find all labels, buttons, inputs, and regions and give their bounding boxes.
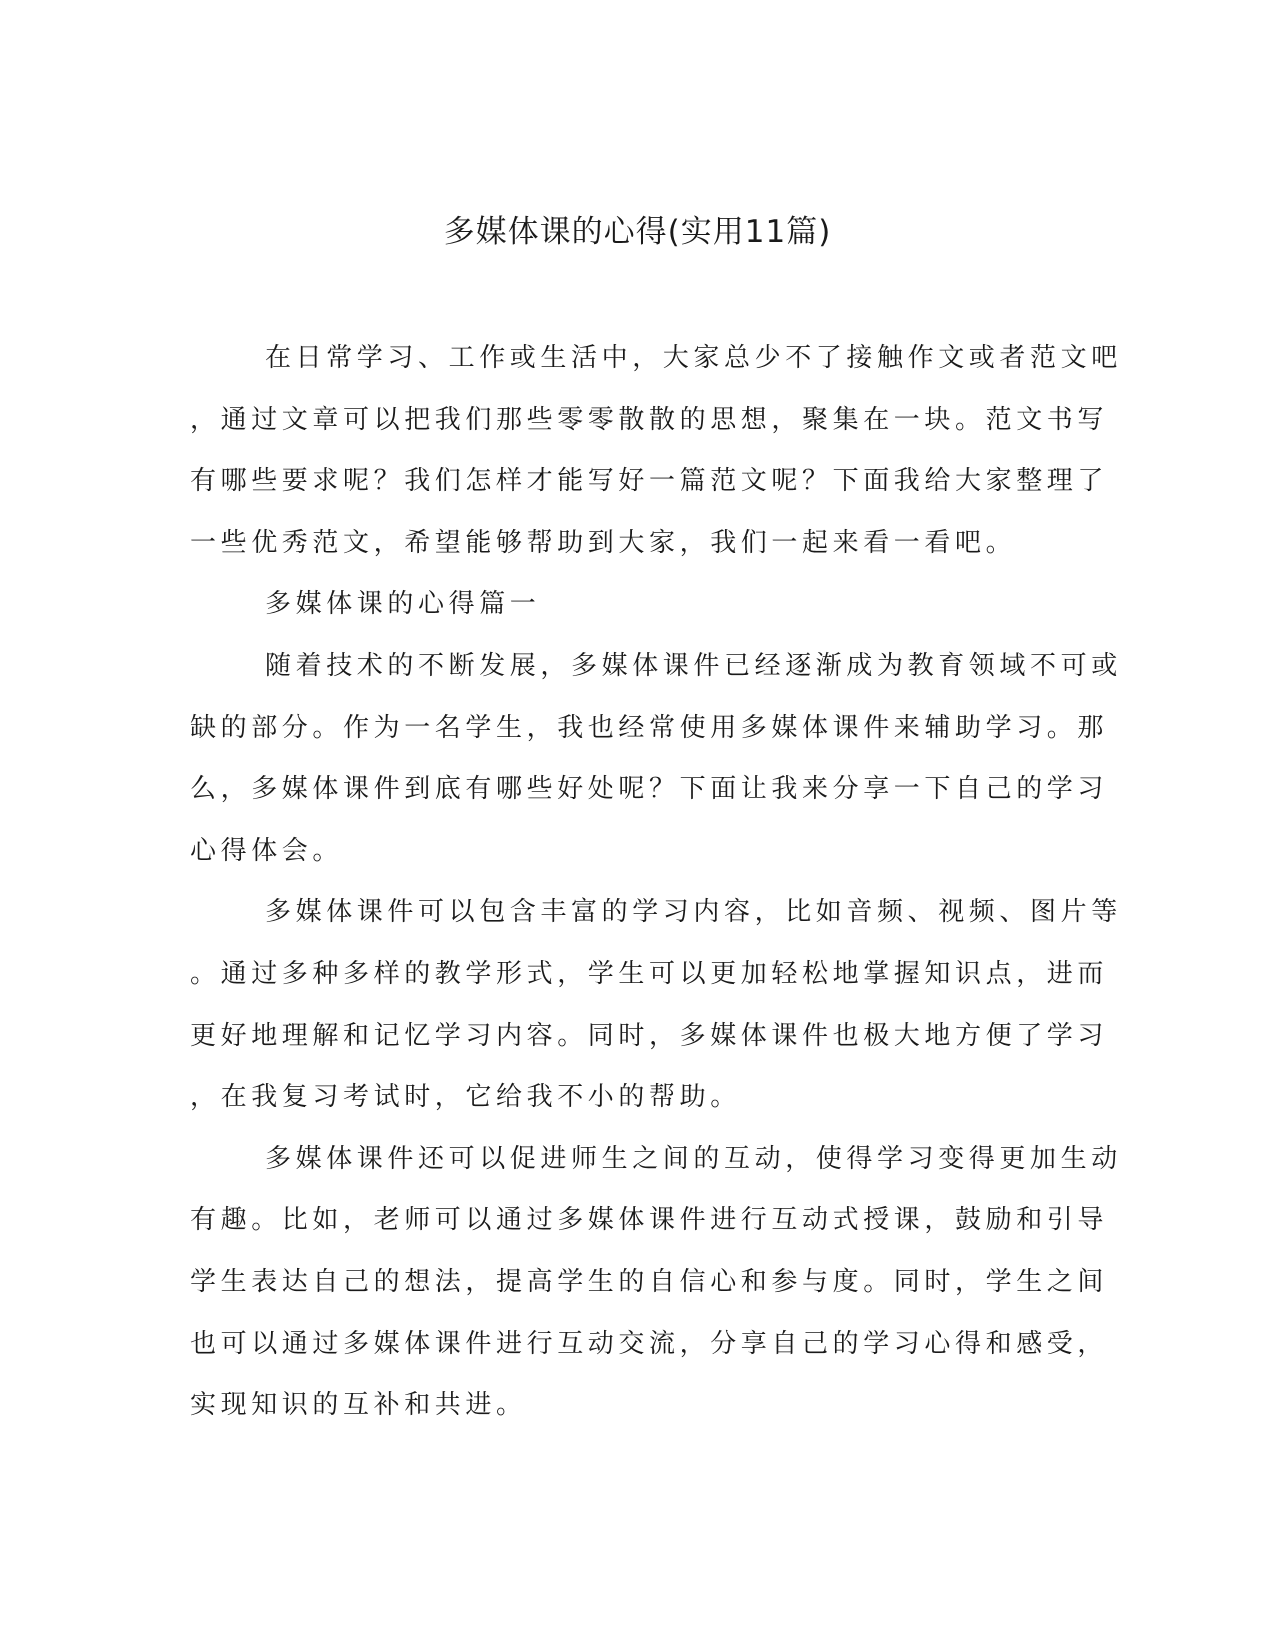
text-line: 缺的部分。作为一名学生，我也经常使用多媒体课件来辅助学习。那 [190, 712, 1109, 743]
text-line: 心得体会。 [190, 835, 344, 866]
text-line: 多媒体课的心得篇一 [265, 589, 541, 620]
text-line: 有哪些要求呢？我们怎样才能写好一篇范文呢？下面我给大家整理了 [190, 466, 1109, 497]
text-line: 多媒体课件还可以促进师生之间的互动，使得学习变得更加生动 [265, 1143, 1122, 1174]
text-line: 学生表达自己的想法，提高学生的自信心和参与度。同时，学生之间 [190, 1266, 1109, 1297]
text-line: 么，多媒体课件到底有哪些好处呢？下面让我来分享一下自己的学习 [190, 774, 1109, 805]
document-title: 多媒体课的心得(实用11篇) [443, 214, 832, 250]
text-line: 多媒体课件可以包含丰富的学习内容，比如音频、视频、图片等 [265, 897, 1122, 928]
text-line: 实现知识的互补和共进。 [190, 1390, 527, 1421]
text-line: 一些优秀范文，希望能够帮助到大家，我们一起来看一看吧。 [190, 527, 1017, 558]
text-line: 更好地理解和记忆学习内容。同时，多媒体课件也极大地方便了学习 [190, 1020, 1109, 1051]
text-line: 随着技术的不断发展，多媒体课件已经逐渐成为教育领域不可或 [265, 650, 1122, 681]
text-line: ，在我复习考试时，它给我不小的帮助。 [190, 1082, 741, 1113]
text-line: 有趣。比如，老师可以通过多媒体课件进行互动式授课，鼓励和引导 [190, 1205, 1109, 1236]
document-body [190, 328, 1122, 1437]
text-line: 也可以通过多媒体课件进行互动交流，分享自己的学习心得和感受， [190, 1328, 1109, 1359]
text-line: 。通过多种多样的教学形式，学生可以更加轻松地掌握知识点，进而 [190, 958, 1109, 989]
text-line: 在日常学习、工作或生活中，大家总少不了接触作文或者范文吧 [265, 343, 1122, 373]
text-line: ，通过文章可以把我们那些零零散散的思想，聚集在一块。范文书写 [190, 404, 1109, 435]
